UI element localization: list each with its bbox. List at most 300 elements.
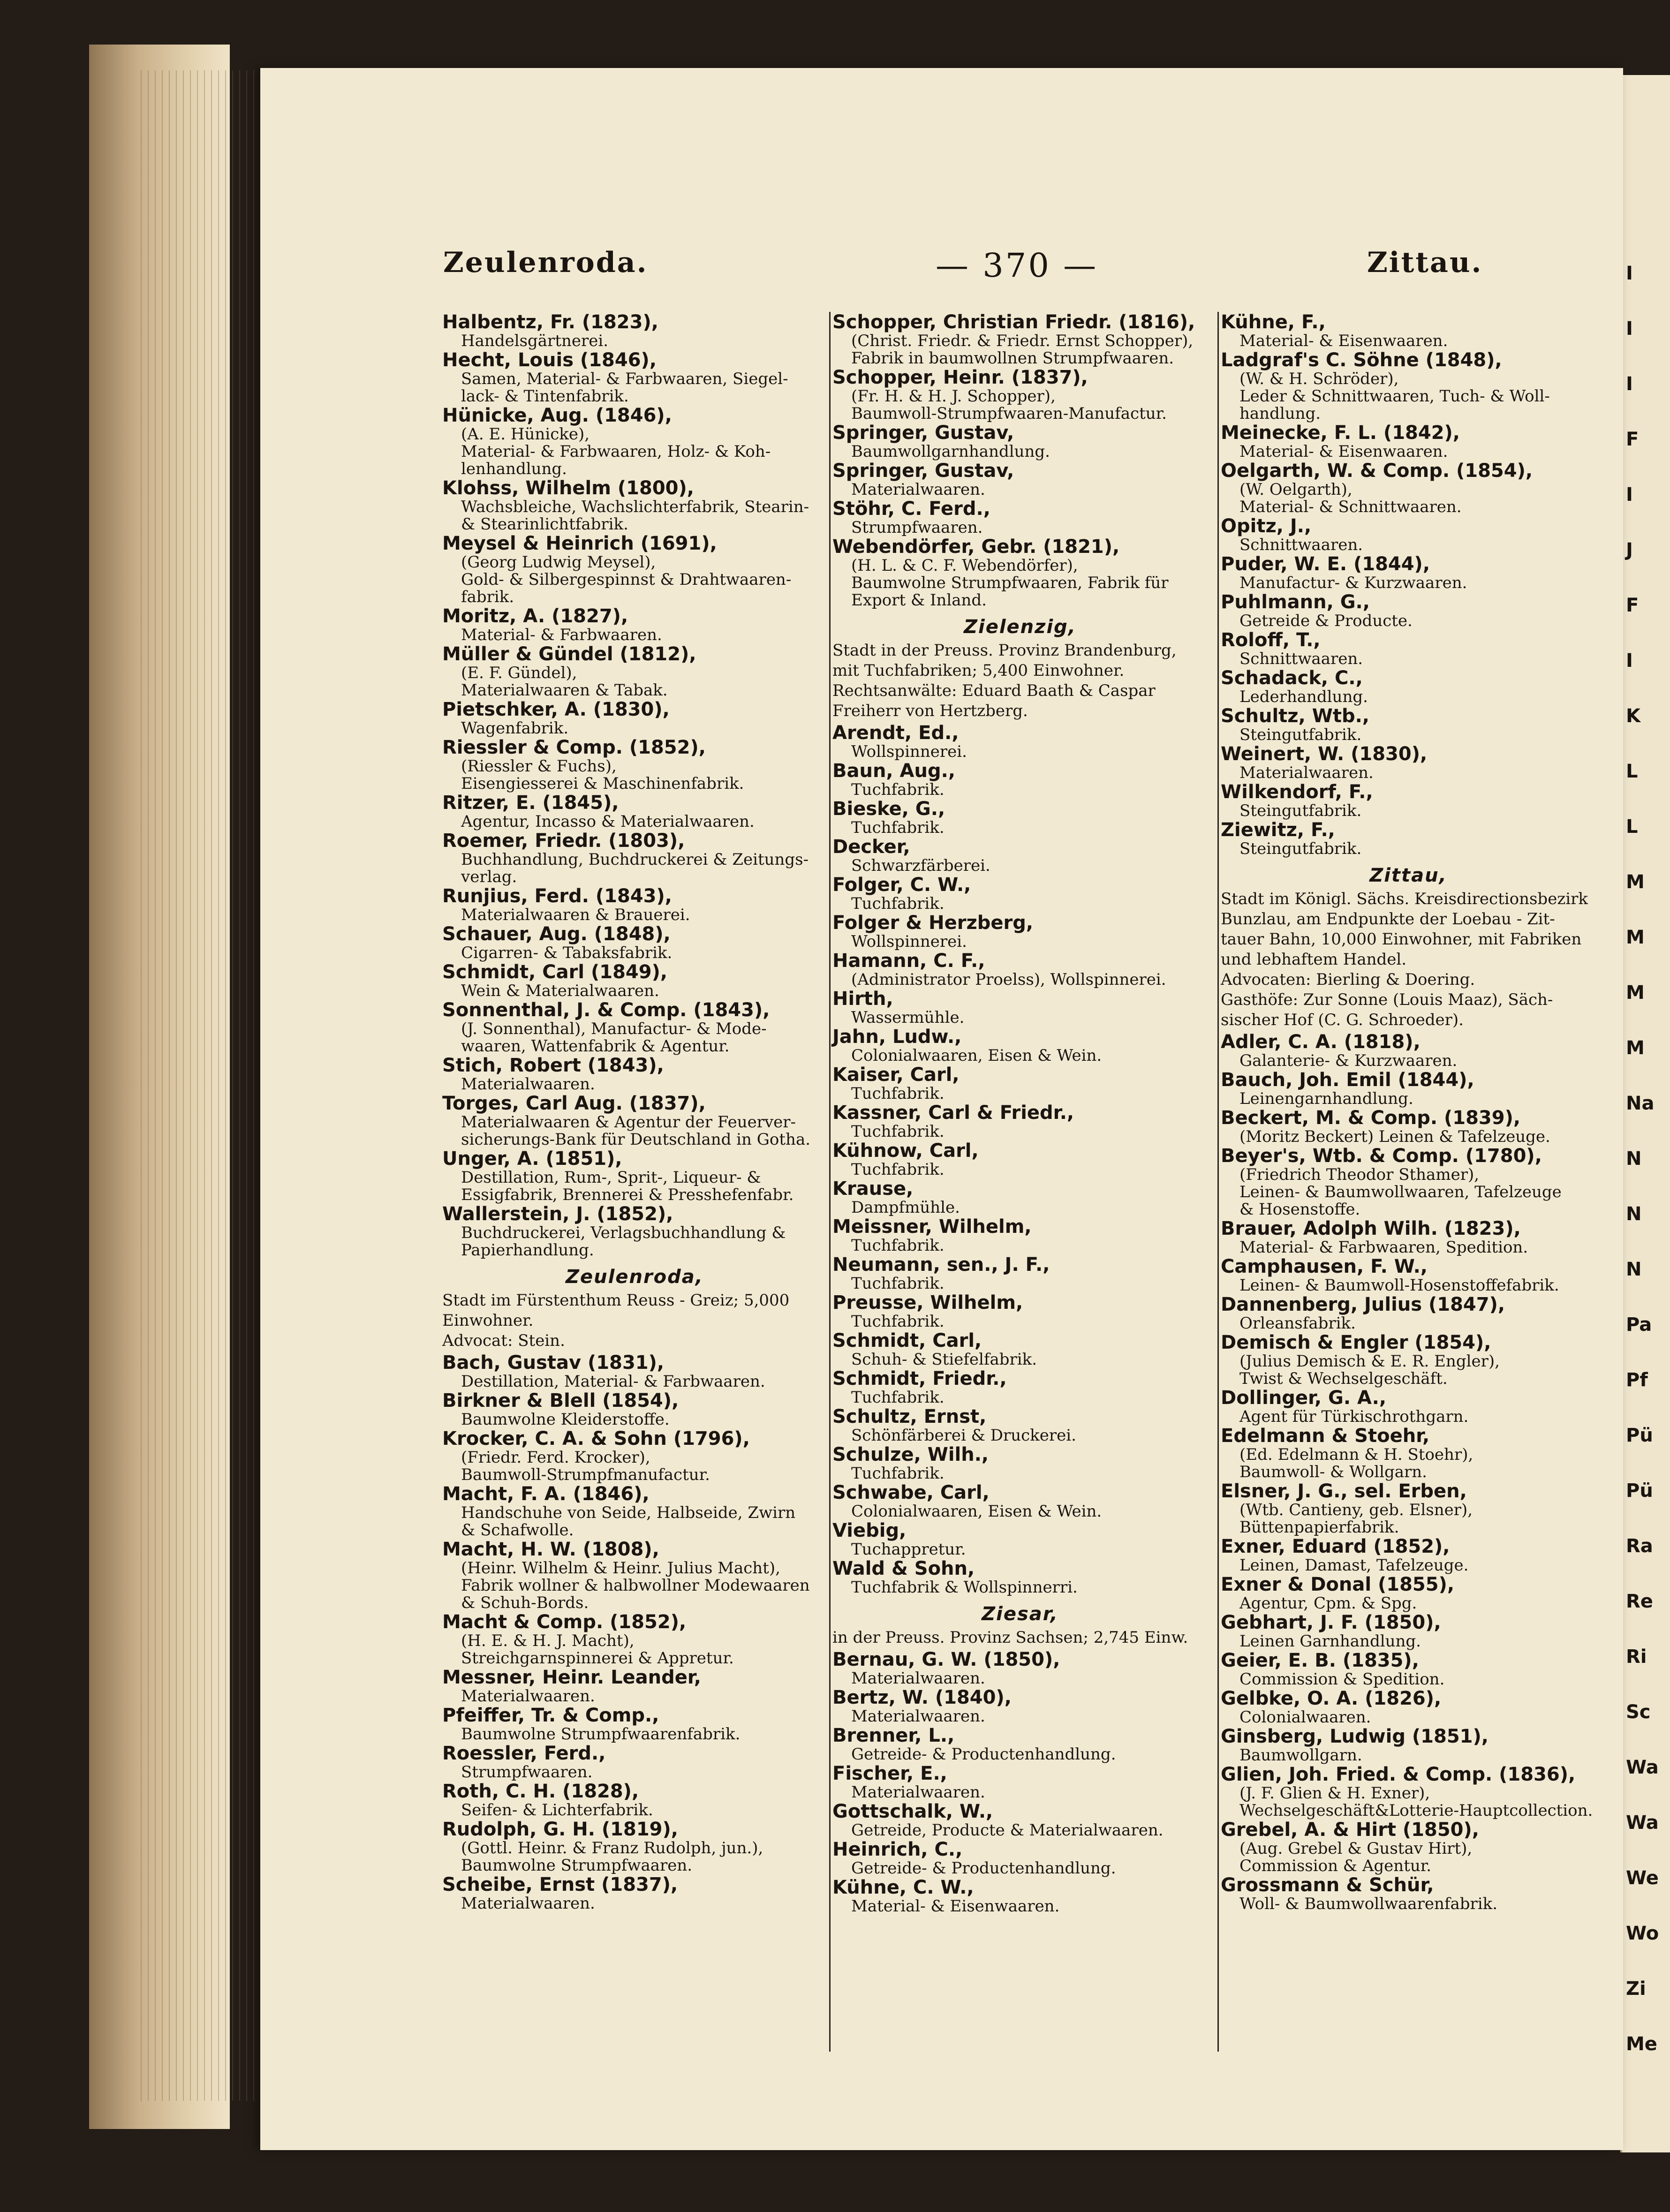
firm-name: Dollinger, G. A.,: [1221, 1387, 1387, 1409]
directory-entry: [442, 1667, 827, 1705]
next-page-fragment: Pa: [1626, 1314, 1652, 1336]
firm-details: (H. E. & H. J. Macht),: [461, 1631, 635, 1650]
directory-entry: [832, 423, 1208, 461]
directory-entry: [832, 1064, 1208, 1102]
firm-details: Getreide- & Productenhandlung.: [851, 1859, 1116, 1878]
directory-entry: [442, 1705, 827, 1743]
directory-entry: [1221, 592, 1596, 630]
town-description: Advocat: Stein.: [442, 1331, 565, 1350]
firm-details: (Friedr. Ferd. Krocker),: [461, 1448, 650, 1467]
directory-entry: [1221, 1764, 1596, 1819]
firm-name: Schmidt, Friedr.,: [832, 1368, 1007, 1389]
running-head-right: Zittau.: [1367, 246, 1483, 279]
firm-name: Oelgarth, W. & Comp. (1854),: [1221, 460, 1533, 482]
directory-entry: [832, 1368, 1208, 1406]
directory-entry: [442, 533, 827, 606]
firm-details: (J. Sonnenthal), Manufactur- & Mode-: [461, 1019, 767, 1038]
firm-name: Birkner & Blell (1854),: [442, 1390, 679, 1412]
column-rule: [829, 312, 831, 2052]
firm-details: Tuchfabrik.: [851, 1388, 945, 1407]
firm-details: lenhandlung.: [461, 460, 567, 478]
directory-entry: [832, 1027, 1208, 1064]
firm-details: Materialwaaren.: [461, 1687, 595, 1706]
firm-name: Krocker, C. A. & Sohn (1796),: [442, 1428, 750, 1450]
firm-details: Material- & Farbwaaren, Holz- & Koh-: [461, 442, 771, 461]
firm-name: Neumann, sen., J. F.,: [832, 1254, 1050, 1276]
firm-details: Leinen, Damast, Tafelzeuge.: [1239, 1556, 1469, 1575]
directory-entry: [442, 1093, 827, 1148]
firm-name: Sonnenthal, J. & Comp. (1843),: [442, 999, 770, 1021]
town-description: Bunzlau, am Endpunkte der Loebau - Zit-: [1221, 910, 1555, 929]
firm-details: Handschuhe von Seide, Halbseide, Zwirn: [461, 1503, 796, 1522]
firm-details: Material- & Eisenwaaren.: [1239, 332, 1448, 350]
firm-details: Tuchfabrik & Wollspinnerri.: [851, 1578, 1078, 1597]
firm-name: Roessler, Ferd.,: [442, 1743, 606, 1764]
firm-name: Pfeiffer, Tr. & Comp.,: [442, 1705, 659, 1726]
firm-name: Schultz, Ernst,: [832, 1406, 987, 1427]
directory-entry: [832, 951, 1208, 989]
firm-details: Wollspinnerei.: [851, 742, 967, 761]
firm-details: (A. E. Hünicke),: [461, 425, 590, 444]
firm-details: & Stearinlichtfabrik.: [461, 515, 628, 534]
firm-details: waaren, Wattenfabrik & Agentur.: [461, 1037, 730, 1056]
directory-entry: [832, 1877, 1208, 1915]
firm-name: Bernau, G. W. (1850),: [832, 1649, 1060, 1670]
town-description: Stadt in der Preuss. Provinz Brandenburg,: [832, 641, 1177, 660]
column-rule: [1217, 312, 1219, 2052]
firm-details: Tuchfabrik.: [851, 1236, 945, 1255]
next-page-fragment: M: [1626, 1037, 1645, 1059]
column-2: [832, 312, 1208, 1915]
firm-name: Roloff, T.,: [1221, 629, 1321, 651]
firm-details: Leder & Schnittwaaren, Tuch- & Woll-: [1239, 387, 1550, 406]
directory-entry: [1221, 820, 1596, 858]
directory-entry: [442, 1055, 827, 1093]
firm-name: Wald & Sohn,: [832, 1558, 975, 1579]
firm-details: Essigfabrik, Brennerei & Presshefenfabr.: [461, 1185, 794, 1204]
firm-details: Orleansfabrik.: [1239, 1314, 1356, 1333]
firm-details: Baumwoll- & Wollgarn.: [1239, 1463, 1427, 1481]
firm-name: Meinecke, F. L. (1842),: [1221, 422, 1460, 444]
firm-details: Baumwollgarn.: [1239, 1746, 1362, 1765]
directory-entry: [832, 1687, 1208, 1725]
firm-details: Samen, Material- & Farbwaaren, Siegel-: [461, 370, 788, 388]
column-1: [442, 312, 827, 1912]
directory-entry: [832, 1102, 1208, 1140]
firm-details: (Georg Ludwig Meysel),: [461, 553, 656, 572]
firm-details: Materialwaaren.: [851, 1669, 985, 1688]
firm-name: Messner, Heinr. Leander,: [442, 1667, 701, 1688]
firm-details: Schwarzfärberei.: [851, 856, 990, 875]
adjacent-page: [1620, 75, 1670, 2152]
directory-entry: [832, 913, 1208, 951]
firm-details: Materialwaaren.: [851, 1783, 985, 1802]
next-page-fragment: Sc: [1626, 1701, 1651, 1723]
firm-details: Leinen- & Baumwoll-Hosenstoffefabrik.: [1239, 1276, 1559, 1295]
directory-entry: [832, 1330, 1208, 1368]
directory-entry: [1221, 312, 1596, 350]
firm-name: Schauer, Aug. (1848),: [442, 923, 671, 945]
firm-details: Getreide & Producte.: [1239, 612, 1413, 630]
next-page-fragment: Wa: [1626, 1757, 1659, 1778]
firm-details: Material- & Eisenwaaren.: [851, 1897, 1060, 1916]
firm-name: Schmidt, Carl (1849),: [442, 961, 668, 983]
firm-details: (Riessler & Fuchs),: [461, 757, 617, 776]
firm-details: Wassermühle.: [851, 1008, 965, 1027]
firm-details: Baumwolne Kleiderstoffe.: [461, 1410, 670, 1429]
firm-name: Runjius, Ferd. (1843),: [442, 885, 672, 907]
firm-details: verlag.: [461, 868, 517, 886]
directory-entry: [832, 1725, 1208, 1763]
next-page-fragment: Zi: [1626, 1978, 1646, 2000]
firm-name: Hecht, Louis (1846),: [442, 349, 657, 371]
town-description: Rechtsanwälte: Eduard Baath & Caspar: [832, 681, 1156, 700]
directory-entry: [832, 461, 1208, 498]
firm-details: Twist & Wechselgeschäft.: [1239, 1369, 1448, 1388]
next-page-fragment: M: [1626, 871, 1645, 893]
firm-name: Schadack, C.,: [1221, 667, 1363, 689]
directory-entry: [442, 830, 827, 886]
firm-name: Exner & Donal (1855),: [1221, 1574, 1455, 1595]
directory-entry: [442, 924, 827, 962]
directory-entry: [1221, 1574, 1596, 1612]
next-page-fragment: Pü: [1626, 1425, 1653, 1446]
firm-details: Tuchfabrik.: [851, 1084, 945, 1103]
firm-name: Gottschalk, W.,: [832, 1801, 993, 1822]
firm-details: Tuchfabrik.: [851, 1464, 945, 1483]
directory-entry: [442, 1612, 827, 1667]
firm-details: Leinen- & Baumwollwaaren, Tafelzeuge: [1239, 1183, 1562, 1201]
town-description: und lebhaftem Handel.: [1221, 950, 1407, 969]
firm-name: Opitz, J.,: [1221, 515, 1312, 537]
directory-entry: [442, 793, 827, 830]
firm-name: Exner, Eduard (1852),: [1221, 1536, 1450, 1557]
town-description: Freiherr von Hertzberg.: [832, 702, 1028, 720]
firm-details: Commission & Spedition.: [1239, 1670, 1445, 1689]
next-page-fragment: Ra: [1626, 1535, 1653, 1557]
directory-entry: [1221, 1388, 1596, 1426]
running-head-left: Zeulenroda.: [443, 246, 648, 279]
firm-name: Müller & Gündel (1812),: [442, 643, 696, 665]
directory-entry: [1221, 461, 1596, 516]
firm-details: Agentur, Incasso & Materialwaaren.: [461, 812, 755, 831]
directory-entry: [1221, 1108, 1596, 1146]
directory-entry: [442, 350, 827, 405]
firm-name: Elsner, J. G., sel. Erben,: [1221, 1480, 1467, 1502]
firm-details: Fabrik in baumwollnen Strumpfwaaren.: [851, 349, 1174, 368]
firm-name: Folger & Herzberg,: [832, 912, 1034, 934]
town-description: Stadt im Königl. Sächs. Kreisdirectionsbezirk: [1221, 890, 1588, 908]
firm-details: Seifen- & Lichterfabrik.: [461, 1801, 653, 1819]
page-number: — 370 —: [936, 246, 1098, 285]
firm-name: Weinert, W. (1830),: [1221, 743, 1428, 765]
firm-details: Baumwolne Strumpfwaaren, Fabrik für: [851, 574, 1169, 592]
firm-name: Kühnow, Carl,: [832, 1140, 979, 1162]
directory-entry: [1221, 1332, 1596, 1388]
firm-details: Materialwaaren.: [1239, 763, 1374, 782]
firm-details: (Julius Demisch & E. R. Engler),: [1239, 1352, 1500, 1371]
firm-details: Cigarren- & Tabaksfabrik.: [461, 944, 673, 962]
firm-details: Tuchfabrik.: [851, 818, 945, 837]
firm-details: Colonialwaaren, Eisen & Wein.: [851, 1502, 1102, 1521]
firm-name: Springer, Gustav,: [832, 422, 1014, 444]
town-heading: Zeulenroda,: [566, 1266, 703, 1288]
firm-name: Wallerstein, J. (1852),: [442, 1203, 673, 1225]
firm-details: Woll- & Baumwollwaarenfabrik.: [1239, 1895, 1498, 1913]
directory-entry: [1221, 1146, 1596, 1218]
town-heading: Ziesar,: [982, 1603, 1058, 1625]
directory-entry: [832, 536, 1208, 609]
directory-entry: [442, 1484, 827, 1539]
firm-name: Grebel, A. & Hirt (1850),: [1221, 1819, 1479, 1841]
firm-details: Buchhandlung, Buchdruckerei & Zeitungs-: [461, 850, 809, 869]
firm-details: Tuchfabrik.: [851, 780, 945, 799]
firm-name: Jahn, Ludw.,: [832, 1026, 962, 1048]
firm-name: Ritzer, E. (1845),: [442, 792, 619, 814]
directory-entry: [832, 1520, 1208, 1558]
next-page-fragment: I: [1626, 650, 1633, 672]
firm-name: Hünicke, Aug. (1846),: [442, 405, 672, 426]
firm-details: Getreide, Producte & Materialwaaren.: [851, 1821, 1164, 1840]
firm-name: Roemer, Friedr. (1803),: [442, 830, 685, 852]
firm-name: Unger, A. (1851),: [442, 1148, 622, 1170]
firm-details: Materialwaaren.: [461, 1075, 595, 1094]
directory-entry: [442, 1743, 827, 1781]
firm-details: Export & Inland.: [851, 591, 987, 610]
firm-name: Klohss, Wilhelm (1800),: [442, 477, 694, 499]
directory-entry: [832, 1216, 1208, 1254]
firm-name: Halbentz, Fr. (1823),: [442, 311, 658, 333]
firm-details: Handelsgärtnerei.: [461, 332, 609, 350]
next-page-fragment: J: [1626, 539, 1633, 561]
firm-details: Büttenpapierfabrik.: [1239, 1518, 1399, 1537]
firm-details: (Ed. Edelmann & H. Stoehr),: [1239, 1445, 1474, 1464]
book-page: [260, 68, 1623, 2150]
directory-entry: [1221, 1294, 1596, 1332]
firm-name: Schopper, Christian Friedr. (1816),: [832, 311, 1195, 333]
firm-details: Tuchfabrik.: [851, 894, 945, 913]
firm-details: Steingutfabrik.: [1239, 725, 1362, 744]
directory-entry: [1221, 744, 1596, 782]
firm-details: (Gottl. Heinr. & Franz Rudolph, jun.),: [461, 1839, 763, 1857]
firm-name: Viebig,: [832, 1520, 907, 1541]
firm-name: Puhlmann, G.,: [1221, 591, 1370, 613]
firm-details: Wein & Materialwaaren.: [461, 981, 659, 1000]
firm-name: Hamann, C. F.,: [832, 950, 985, 972]
firm-details: & Schuh-Bords.: [461, 1593, 589, 1612]
next-page-fragment: Wo: [1626, 1923, 1659, 1944]
firm-name: Kühne, F.,: [1221, 311, 1326, 333]
directory-entry: [442, 886, 827, 924]
directory-entry: [832, 1839, 1208, 1877]
next-page-fragment: N: [1626, 1203, 1642, 1225]
firm-name: Geier, E. B. (1835),: [1221, 1650, 1419, 1671]
firm-details: Leinengarnhandlung.: [1239, 1089, 1413, 1108]
directory-entry: [1221, 1536, 1596, 1574]
directory-entry: [832, 1763, 1208, 1801]
firm-name: Torges, Carl Aug. (1837),: [442, 1093, 706, 1114]
firm-details: Destillation, Material- & Farbwaaren.: [461, 1372, 765, 1391]
firm-details: Baumwollgarnhandlung.: [851, 442, 1050, 461]
next-page-fragment: L: [1626, 816, 1638, 838]
town-description: mit Tuchfabriken; 5,400 Einwohner.: [832, 661, 1125, 680]
firm-details: Tuchfabrik.: [851, 1160, 945, 1179]
directory-entry: [442, 312, 827, 350]
firm-name: Bertz, W. (1840),: [832, 1687, 1012, 1708]
directory-entry: [442, 644, 827, 699]
directory-entry: [832, 1649, 1208, 1687]
firm-name: Rudolph, G. H. (1819),: [442, 1819, 678, 1840]
firm-details: sicherungs-Bank für Deutschland in Gotha.: [461, 1130, 811, 1149]
directory-entry: [832, 1140, 1208, 1178]
firm-details: Schnittwaaren.: [1239, 536, 1363, 554]
next-page-fragment: We: [1626, 1867, 1659, 1889]
next-page-fragment: Pf: [1626, 1369, 1648, 1391]
next-page-fragment: Ri: [1626, 1646, 1647, 1668]
directory-entry: [1221, 1070, 1596, 1108]
firm-details: (W. Oelgarth),: [1239, 480, 1353, 499]
directory-entry: [442, 478, 827, 533]
firm-name: Bach, Gustav (1831),: [442, 1352, 665, 1374]
directory-entry: [442, 1819, 827, 1874]
firm-name: Schopper, Heinr. (1837),: [832, 367, 1088, 388]
firm-name: Schwabe, Carl,: [832, 1482, 990, 1503]
next-page-fragment: N: [1626, 1148, 1642, 1170]
firm-name: Fischer, E.,: [832, 1763, 947, 1784]
directory-entry: [442, 606, 827, 644]
firm-name: Kaiser, Carl,: [832, 1064, 960, 1086]
firm-name: Pietschker, A. (1830),: [442, 699, 670, 720]
firm-details: Manufactur- & Kurzwaaren.: [1239, 574, 1467, 592]
firm-name: Macht, H. W. (1808),: [442, 1539, 659, 1560]
next-page-fragment: I: [1626, 373, 1633, 395]
firm-details: Streichgarnspinnerei & Appretur.: [461, 1649, 734, 1668]
firm-details: Schuh- & Stiefelfabrik.: [851, 1350, 1037, 1369]
firm-name: Grossmann & Schür,: [1221, 1874, 1434, 1896]
directory-entry: [1221, 630, 1596, 668]
firm-details: Strumpfwaaren.: [461, 1763, 593, 1782]
directory-entry: [832, 1444, 1208, 1482]
firm-details: Baumwolne Strumpfwaaren.: [461, 1856, 693, 1875]
town-description: in der Preuss. Provinz Sachsen; 2,745 Einw.: [832, 1628, 1188, 1647]
firm-details: Papierhandlung.: [461, 1241, 594, 1260]
firm-details: Baumwoll-Strumpfwaaren-Manufactur.: [851, 404, 1167, 423]
firm-details: Galanterie- & Kurzwaaren.: [1239, 1051, 1458, 1070]
directory-entry: [832, 1178, 1208, 1216]
firm-details: fabrik.: [461, 588, 514, 606]
directory-entry: [442, 1390, 827, 1428]
firm-name: Decker,: [832, 836, 910, 858]
firm-details: Strumpfwaaren.: [851, 518, 983, 537]
directory-entry: [832, 1406, 1208, 1444]
firm-name: Roth, C. H. (1828),: [442, 1781, 639, 1802]
directory-entry: [1221, 423, 1596, 461]
firm-details: Tuchfabrik.: [851, 1122, 945, 1141]
firm-name: Beyer's, Wtb. & Comp. (1780),: [1221, 1145, 1542, 1167]
firm-details: (Christ. Friedr. & Friedr. Ernst Schopper),: [851, 332, 1194, 350]
firm-details: Dampfmühle.: [851, 1198, 960, 1217]
directory-entry: [832, 498, 1208, 536]
firm-name: Schmidt, Carl,: [832, 1330, 982, 1351]
firm-details: Material- & Schnittwaaren.: [1239, 498, 1462, 516]
directory-entry: [1221, 1819, 1596, 1875]
firm-details: Destillation, Rum-, Sprit-, Liqueur- &: [461, 1168, 761, 1187]
firm-name: Krause,: [832, 1178, 914, 1200]
firm-name: Demisch & Engler (1854),: [1221, 1332, 1491, 1353]
directory-entry: [832, 875, 1208, 913]
directory-entry: [442, 1000, 827, 1055]
next-page-fragment: K: [1626, 705, 1640, 727]
firm-details: Wachsbleiche, Wachslichterfabrik, Stearin-: [461, 498, 809, 516]
next-page-fragment: M: [1626, 982, 1645, 1004]
firm-details: (H. L. & C. F. Webendörfer),: [851, 556, 1078, 575]
firm-details: Tuchfabrik.: [851, 1312, 945, 1331]
directory-entry: [1221, 1481, 1596, 1536]
firm-name: Preusse, Wilhelm,: [832, 1292, 1023, 1314]
firm-name: Meissner, Wilhelm,: [832, 1216, 1032, 1238]
firm-details: Tuchfabrik.: [851, 1274, 945, 1293]
firm-name: Stich, Robert (1843),: [442, 1055, 664, 1076]
town-description: Gasthöfe: Zur Sonne (Louis Maaz), Säch-: [1221, 990, 1553, 1009]
firm-details: & Schafwolle.: [461, 1521, 574, 1540]
directory-entry: [1221, 516, 1596, 554]
firm-name: Gelbke, O. A. (1826),: [1221, 1688, 1442, 1709]
firm-details: Wollspinnerei.: [851, 932, 967, 951]
directory-entry: [442, 962, 827, 1000]
next-page-fragment: Re: [1626, 1591, 1653, 1612]
directory-entry: [1221, 1032, 1596, 1070]
firm-name: Macht & Comp. (1852),: [442, 1611, 687, 1633]
firm-details: handlung.: [1239, 404, 1321, 423]
firm-name: Bauch, Joh. Emil (1844),: [1221, 1069, 1474, 1091]
firm-details: (Aug. Grebel & Gustav Hirt),: [1239, 1839, 1473, 1858]
firm-name: Webendörfer, Gebr. (1821),: [832, 536, 1120, 558]
next-page-fragment: M: [1626, 927, 1645, 948]
directory-entry: [1221, 1256, 1596, 1294]
directory-entry: [442, 699, 827, 737]
directory-entry: [832, 723, 1208, 761]
directory-entry: [832, 1482, 1208, 1520]
directory-entry: [442, 1204, 827, 1259]
firm-details: Steingutfabrik.: [1239, 839, 1362, 858]
firm-details: (W. & H. Schröder),: [1239, 370, 1399, 388]
firm-name: Brauer, Adolph Wilh. (1823),: [1221, 1218, 1521, 1239]
next-page-fragment: Na: [1626, 1093, 1655, 1114]
firm-details: Wechselgeschäft&Lotterie-Hauptcollection.: [1239, 1801, 1593, 1820]
firm-details: Material- & Eisenwaaren.: [1239, 442, 1448, 461]
firm-name: Adler, C. A. (1818),: [1221, 1031, 1421, 1053]
firm-name: Schulze, Wilh.,: [832, 1444, 989, 1465]
next-page-fragment: I: [1626, 318, 1633, 340]
firm-details: Schönfärberei & Druckerei.: [851, 1426, 1076, 1445]
directory-entry: [832, 1254, 1208, 1292]
town-heading: Zittau,: [1369, 865, 1447, 886]
directory-entry: [1221, 782, 1596, 820]
town-description: Einwohner.: [442, 1311, 534, 1330]
directory-entry: [1221, 1875, 1596, 1913]
firm-details: lack- & Tintenfabrik.: [461, 387, 629, 406]
directory-entry: [832, 761, 1208, 799]
firm-details: Material- & Farbwaaren, Spedition.: [1239, 1238, 1528, 1257]
next-page-fragment: F: [1626, 429, 1639, 450]
firm-details: (Heinr. Wilhelm & Heinr. Julius Macht),: [461, 1559, 780, 1578]
firm-details: (J. F. Glien & H. Exner),: [1239, 1784, 1430, 1803]
firm-name: Edelmann & Stoehr,: [1221, 1425, 1430, 1447]
firm-name: Springer, Gustav,: [832, 460, 1014, 482]
firm-details: Materialwaaren.: [461, 1894, 595, 1913]
firm-name: Heinrich, C.,: [832, 1839, 963, 1860]
firm-name: Arendt, Ed.,: [832, 722, 959, 744]
